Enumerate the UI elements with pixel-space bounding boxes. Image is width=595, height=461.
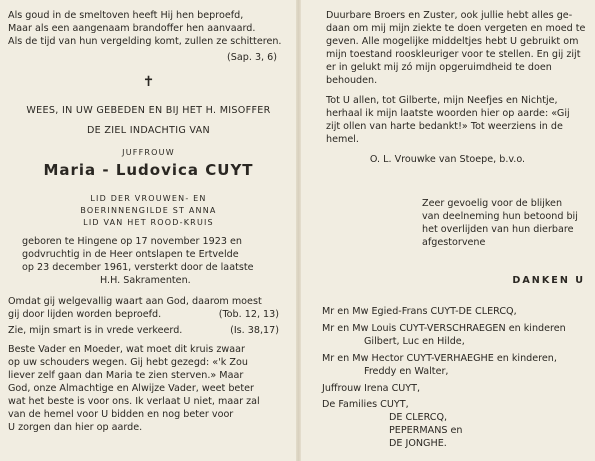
family-line: Freddy en Walter, xyxy=(364,366,449,377)
quote-reference: (Is. 38,17) xyxy=(230,325,279,336)
paragraph-line: behouden. xyxy=(326,75,378,86)
family-line: Juffrouw Irena CUYT, xyxy=(322,383,421,394)
thanks-line: Zeer gevoelig voor de blijken xyxy=(422,198,563,209)
thanks-line: van deelneming hun betoond bij xyxy=(422,211,578,222)
card-fold xyxy=(296,0,301,461)
membership-line: BOERINNENGILDE ST ANNA xyxy=(80,206,217,215)
paragraph-line: wat het beste is voor ons. Ik verlaat U niet, maar zal xyxy=(8,396,260,407)
paragraph-line: U zorgen dan hier op aarde. xyxy=(8,422,143,433)
paragraph-line: daan om mij mijn ziekte te doen vergeten en moed te xyxy=(326,23,586,34)
family-line: Mr en Mw Hector CUYT-VERHAEGHE en kinderen, xyxy=(322,353,557,364)
verse-line: Maar als een aangenaam brandoffer hen aanvaard. xyxy=(8,23,256,34)
danken-heading: DANKEN U xyxy=(512,275,585,286)
paragraph-line: hemel. xyxy=(326,134,359,145)
bio-line: op 23 december 1961, versterkt door de laatste xyxy=(22,262,254,273)
membership-line: LID VAN HET ROOD-KRUIS xyxy=(83,218,214,227)
paragraph-line: mijn toestand rooskleuriger voor te stellen. En gij zijt xyxy=(326,49,581,60)
quote-reference: (Tob. 12, 13) xyxy=(218,309,279,320)
verse-line: Als de tijd van hun vergelding komt, zullen ze schitteren. xyxy=(8,36,282,47)
paragraph-line: God, onze Almachtige en Alwijze Vader, weet beter xyxy=(8,383,254,394)
paragraph-line: Tot U allen, tot Gilberte, mijn Neefjes en Nichtje, xyxy=(326,95,558,106)
quote-line: Zie, mijn smart is in vrede verkeerd. xyxy=(8,325,183,336)
heading-line: DE ZIEL INDACHTIG VAN xyxy=(86,125,211,136)
paragraph-line: liever zelf gaan dan Maria te zien sterven.» Maar xyxy=(8,370,244,381)
cross-icon: ✝ xyxy=(142,74,155,90)
paragraph-line: er in gelukt mij zó mijn opgeruimdheid te doen xyxy=(326,62,552,73)
quote-line: Omdat gij welgevallig waart aan God, daarom moest xyxy=(8,296,262,307)
family-line: PEPERMANS en xyxy=(389,425,463,436)
family-line: DE JONGHE. xyxy=(389,438,447,449)
verse-reference: (Sap. 3, 6) xyxy=(227,52,277,63)
family-line: Mr en Mw Egied-Frans CUYT-DE CLERCQ, xyxy=(322,306,517,317)
quote-line: gij door lijden worden beproefd. xyxy=(8,309,162,320)
paragraph-line: Beste Vader en Moeder, wat moet dit kruis zwaar xyxy=(8,344,245,355)
paragraph-line: Duurbare Broers en Zuster, ook jullie hebt alles ge- xyxy=(326,10,573,21)
family-line: De Families CUYT, xyxy=(322,399,409,410)
paragraph-line: op uw schouders wegen. Gij hebt gezegd: «'k Zou xyxy=(8,357,248,368)
signature: O. L. Vrouwke van Stoepe, b.v.o. xyxy=(369,154,526,165)
family-line: Gilbert, Luc en Hilde, xyxy=(364,336,465,347)
paragraph-line: van de hemel voor U bidden en nog beter voor xyxy=(8,409,234,420)
heading-line: WEES, IN UW GEBEDEN EN BIJ HET H. MISOFFER xyxy=(26,105,271,116)
thanks-line: afgestorvene xyxy=(422,237,486,248)
paragraph-line: zijt ollen van harte bedankt!» Tot weerziens in de xyxy=(326,121,563,132)
title-juffrouw: JUFFROUW xyxy=(122,148,175,157)
bio-line: geboren te Hingene op 17 november 1923 en xyxy=(22,236,242,247)
verse-line: Als goud in de smeltoven heeft Hij hen beproefd, xyxy=(8,10,244,21)
family-line: DE CLERCQ, xyxy=(389,412,448,423)
paragraph-line: geven. Alle mogelijke middeltjes hebt U gebruikt om xyxy=(326,36,579,47)
bio-line: H.H. Sakramenten. xyxy=(100,275,191,286)
thanks-line: het overlijden van hun dierbare xyxy=(422,224,574,235)
deceased-name: Maria - Ludovica CUYT xyxy=(43,161,254,179)
bio-line: godvruchtig in de Heer ontslapen te Ertvelde xyxy=(22,249,239,260)
paragraph-line: herhaal ik mijn laatste woorden hier op aarde: «Gij xyxy=(326,108,570,119)
membership-line: LID DER VROUWEN- EN xyxy=(90,194,207,203)
family-line: Mr en Mw Louis CUYT-VERSCHRAEGEN en kinderen xyxy=(322,323,566,334)
